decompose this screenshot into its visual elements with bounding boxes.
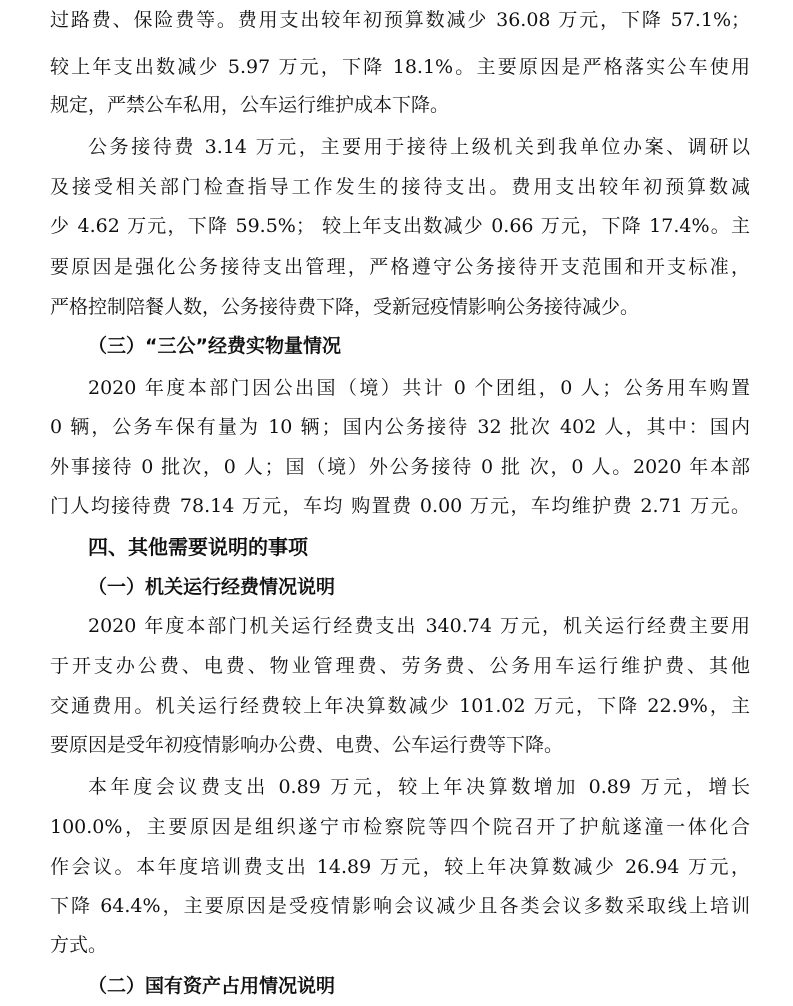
paragraph-line: 规定，严禁公车私用，公车运行维护成本下降。 (50, 94, 450, 116)
paragraph-line: 0 辆，公务车保有量为 10 辆；国内公务接待 32 批次 402 人，其中：国内 (50, 416, 750, 438)
paragraph-line: 于开支办公费、电费、物业管理费、劳务费、公务用车运行维护费、其他 (50, 655, 750, 677)
paragraph-line: 要原因是受年初疫情影响办公费、电费、公车运行费等下降。 (50, 734, 564, 756)
paragraph-line: 少 4.62 万元，下降 59.5%； 较上年支出数减少 0.66 万元，下降 17.4%。主 (50, 215, 750, 237)
paragraph-line: 作会议。本年度培训费支出 14.89 万元，较上年决算数减少 26.94 万元， (50, 856, 750, 878)
paragraph-line: 2020 年度本部门因公出国（境）共计 0 个团组，0 人；公务用车购置 (88, 377, 750, 399)
paragraph-line: 本年度会议费支出 0.89 万元，较上年决算数增加 0.89 万元，增长 (88, 776, 750, 798)
paragraph-line: 过路费、保险费等。费用支出较年初预算数减少 36.08 万元，下降 57.1%； (50, 9, 750, 31)
paragraph-line: 较上年支出数减少 5.97 万元，下降 18.1%。主要原因是严格落实公车使用 (50, 56, 750, 78)
subsection-heading-1: （一）机关运行经费情况说明 (88, 576, 336, 598)
section-heading-3: （三）“三公”经费实物量情况 (88, 335, 341, 357)
section-heading-4: 四、其他需要说明的事项 (88, 535, 308, 559)
paragraph-line: 方式。 (50, 934, 108, 956)
paragraph-line: 外事接待 0 批次，0 人；国（境）外公务接待 0 批 次，0 人。2020 年本部 (50, 456, 750, 478)
paragraph-line: 门人均接待费 78.14 万元，车均 购置费 0.00 万元，车均维护费 2.71 万元。 (50, 495, 750, 517)
paragraph-line: 100.0%，主要原因是组织遂宁市检察院等四个院召开了护航遂潼一体化合 (50, 816, 750, 838)
paragraph-line: 下降 64.4%，主要原因是受疫情影响会议减少且各类会议多数采取线上培训 (50, 895, 750, 917)
paragraph-line: 交通费用。机关运行经费较上年决算数减少 101.02 万元，下降 22.9%，主 (50, 695, 750, 717)
paragraph-line: 公务接待费 3.14 万元，主要用于接待上级机关到我单位办案、调研以 (88, 136, 750, 158)
paragraph-line: 及接受相关部门检查指导工作发生的接待支出。费用支出较年初预算数减 (50, 176, 750, 198)
paragraph-line: 2020 年度本部门机关运行经费支出 340.74 万元，机关运行经费主要用 (88, 615, 750, 637)
subsection-heading-2: （二）国有资产占用情况说明 (88, 975, 336, 997)
paragraph-line: 要原因是强化公务接待支出管理，严格遵守公务接待开支范围和开支标准， (50, 256, 750, 278)
paragraph-line: 严格控制陪餐人数，公务接待费下降，受新冠疫情影响公务接待减少。 (50, 296, 640, 318)
